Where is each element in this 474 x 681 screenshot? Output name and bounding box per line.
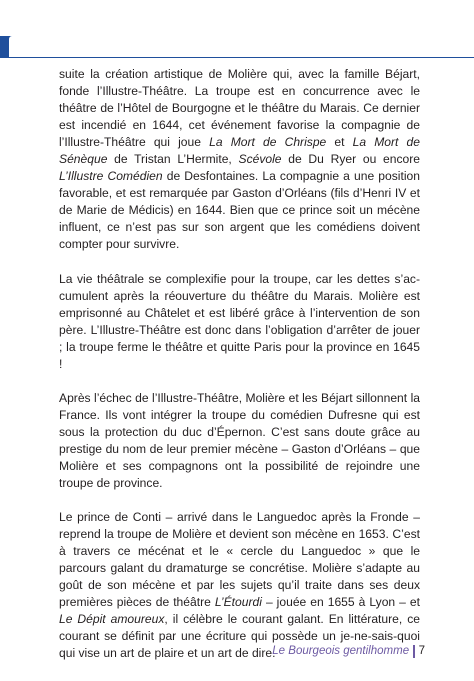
text-run: de Du Ryer ou encore xyxy=(281,152,420,167)
text-run: , il célèbre le courant galant. En littérature, ce courant se définit par une écriture qui possède un je-ne-sais-quoi qui vise un art de plaire et un art de dire. xyxy=(59,612,420,661)
page-header-band xyxy=(0,0,474,58)
text-run: – jouée en 1655 à Lyon – et xyxy=(261,595,420,610)
header-accent-inner xyxy=(9,36,474,57)
header-accent-bar xyxy=(0,36,474,58)
page-number: 7 xyxy=(418,645,425,657)
body-text xyxy=(59,66,420,680)
text-run: de Tristan L’Hermite, xyxy=(107,152,239,167)
text-run: Le prince de Conti – arrivé dans le Languedoc après la Fronde – reprend la troupe de Molière et devient son mécène en 1653. C’est à travers ce mécénat et le « cercle du Languedoc » que le parcours galant du dramaturge se concrétise. Molière s’adapte au goût de son mécène et par les sujets qu’il traite dans ses deux premières pièces de théâtre xyxy=(59,510,420,610)
page-footer xyxy=(272,644,425,658)
text-run: Après l’échec de l’Illustre-Théâtre, Molière et les Béjart sillonnent la France. Ils vont intégrer la troupe du comédien Dufresne qui est sous la protection du duc d’Épernon. C’est sans doute grâce au prestige du nom de leur premier mécène – Gaston d’Orléans – que Molière et ses compagnons ont la possibilité de rejoindre une troupe de province. xyxy=(59,390,420,491)
paragraph-2 xyxy=(59,271,420,373)
italic-title: Le Dépit amoureux xyxy=(59,612,165,627)
running-title: Le Bourgeois gentilhomme xyxy=(272,645,410,657)
paragraph-1 xyxy=(59,66,420,254)
text-run: suite la création artistique de Molière qui, avec la famille Béjart, fonde l’Illustre-Théâtre. La troupe est en concurrence avec le théâtre de l’Hôtel de Bourgogne et le théâtre du Marais. Ce dernier est incendié en 1644, cet événement favorise la compagnie de l’Illustre-Théâtre qui joue xyxy=(59,67,420,150)
text-run: de Desfontaines. La compagnie a une position favorable, et est remarquée par Gaston d’Orléans (fils d’Henri IV et de Marie de Médicis) en 1644. Bien que ce prince soit un mécène influent, ce n’est pas sur son argent que les comédiens doivent compter pour survivre. xyxy=(59,169,420,252)
italic-title: Scévole xyxy=(238,152,282,167)
italic-title: La Mort de Sénèque xyxy=(59,135,420,167)
italic-title: L’Illustre Comédien xyxy=(59,169,163,184)
italic-title: L’Étourdi xyxy=(214,595,262,610)
paragraph-3 xyxy=(59,390,420,492)
italic-title: La Mort de Chrispe xyxy=(209,135,327,150)
text-run: La vie théâtrale se complexifie pour la troupe, car les dettes s’accumulent après la réouverture du théâtre du Marais. Molière est emprisonné au Châtelet et est libéré grâce à l’intervention de son père. L’Illustre-Théâtre est donc dans l’obligation d’arrêter de jouer ; la troupe ferme le théâtre et quitte Paris pour la province en 1645 ! xyxy=(59,271,420,371)
footer-separator xyxy=(413,645,415,658)
paragraph-4 xyxy=(59,509,420,662)
text-run: et xyxy=(326,135,353,150)
